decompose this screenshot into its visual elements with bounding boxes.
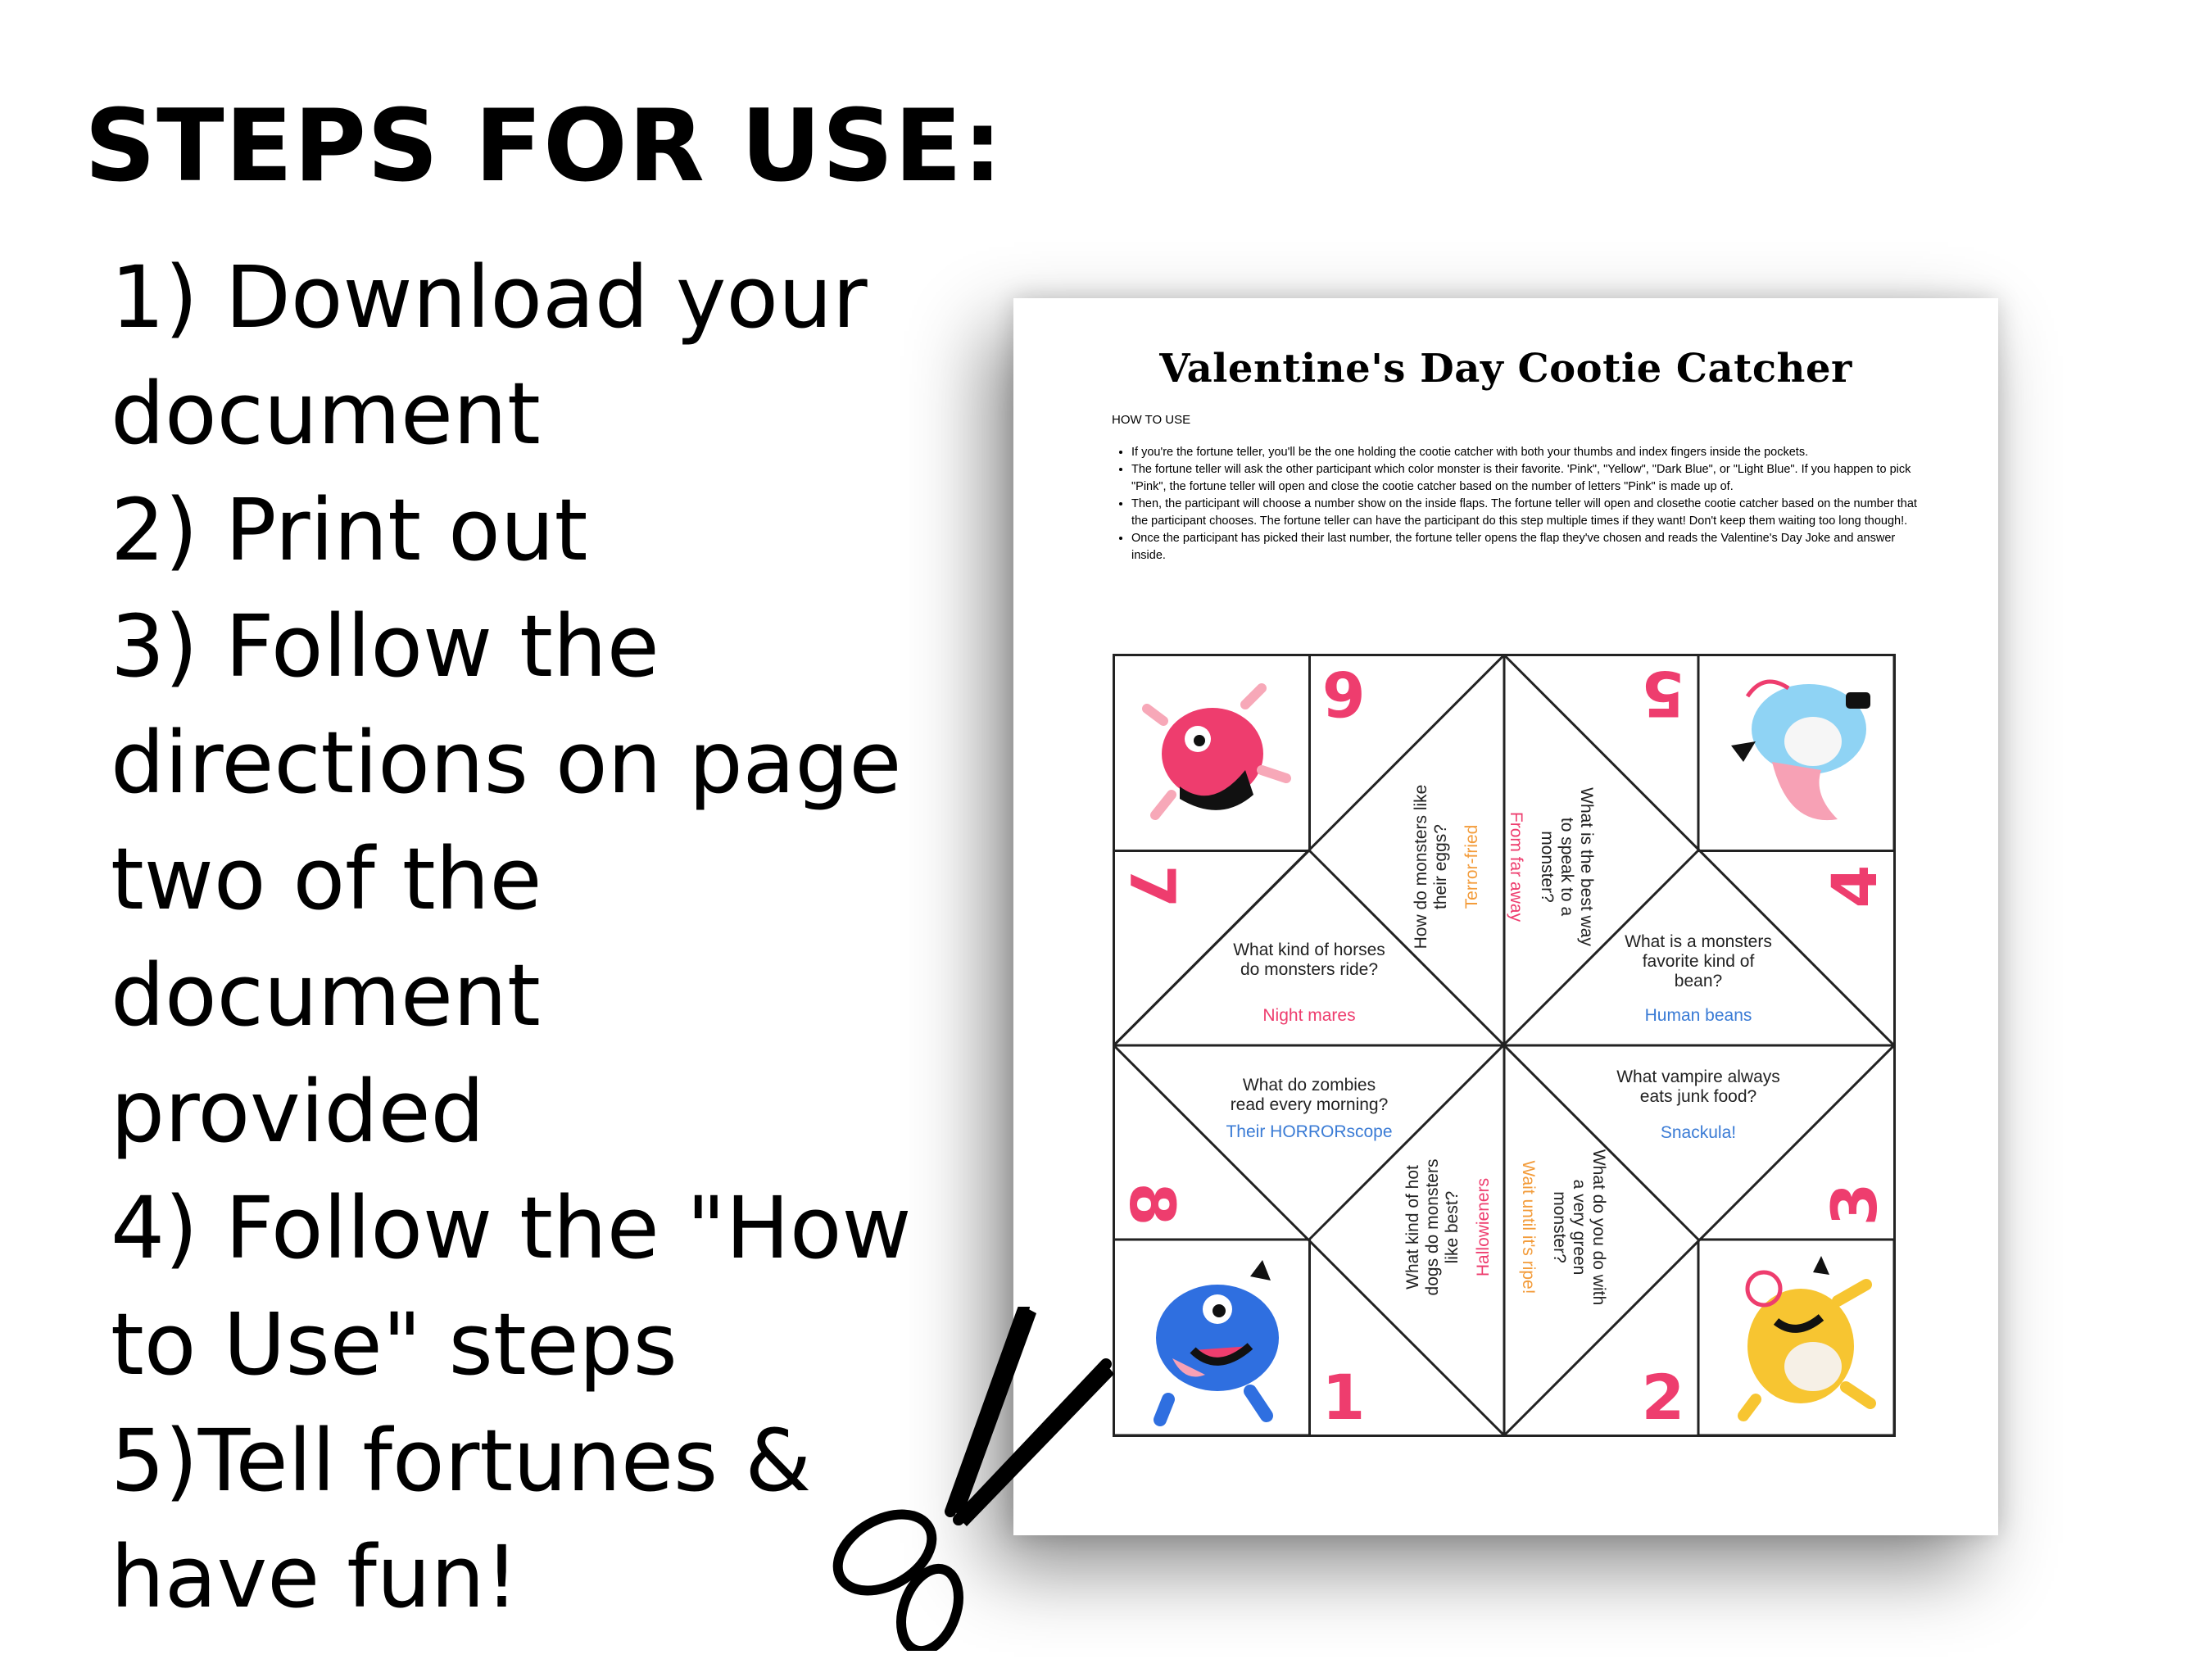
step-item: 2) Print out xyxy=(111,480,588,580)
cootie-catcher xyxy=(1113,654,1896,1437)
pink-monster-icon xyxy=(1131,672,1294,836)
how-to-use-list xyxy=(1112,444,1918,564)
joke-question: How do monsters like their eggs? xyxy=(1412,784,1450,950)
flap-number: 6 xyxy=(1321,657,1366,730)
flap-number: 4 xyxy=(1818,864,1891,909)
flap-number: 5 xyxy=(1641,657,1685,730)
joke-answer: From far away xyxy=(1507,811,1525,922)
step-item: 5)Tell fortunes & have fun! xyxy=(111,1411,812,1627)
light-blue-monster-icon xyxy=(1715,664,1887,840)
rule-item: • If you're the fortune teller, you'll be the one holding the cootie catcher with both your thumbs and index fingers inside the pockets. xyxy=(1131,444,1918,461)
joke-question: What is a monsters favorite kind of bean? xyxy=(1625,932,1772,990)
joke-answer: Wait until it's ripe! xyxy=(1519,1160,1538,1294)
flap-number: 7 xyxy=(1116,864,1189,909)
rule-item: • The fortune teller will ask the other participant which color monster is their favorite. 'Pink", "Yellow", "Dark Blue", or "Light Blue". If you happen to pick "Pink", the fortune teller will open and close the cootie catcher based on the number of letters "Pink" is made up of. xyxy=(1131,461,1918,496)
document-title: Valentine's Day Cootie Catcher xyxy=(1159,346,1852,392)
joke-answer: Snackula! xyxy=(1660,1123,1737,1142)
joke-answer: Terror-fried xyxy=(1462,824,1481,909)
flap-number: 1 xyxy=(1321,1361,1366,1434)
joke-answer: Night mares xyxy=(1262,1006,1356,1025)
joke-question: What do zombies read every morning? xyxy=(1230,1076,1389,1114)
step-item: 4) Follow the "How to Use" steps xyxy=(111,1178,912,1394)
yellow-monster-icon xyxy=(1715,1252,1887,1424)
step-item: 3) Follow the directions on page two of the document provided xyxy=(111,596,902,1162)
steps-list xyxy=(111,239,930,1635)
steps-title: STEPS FOR USE: xyxy=(84,88,1004,204)
joke-question: What is the best way to speak to a monster? xyxy=(1538,787,1596,946)
flap-number: 3 xyxy=(1818,1182,1891,1226)
rule-item: • Once the participant has picked their last number, the fortune teller opens the flap they've chosen and reads the Valentine's Day Joke and answer inside. xyxy=(1131,530,1918,564)
step-item: 1) Download your document xyxy=(111,247,868,464)
document-preview xyxy=(1013,298,1998,1535)
flap-number: 8 xyxy=(1116,1182,1189,1226)
joke-answer: Hallowieners xyxy=(1474,1177,1493,1277)
joke-answer: Their HORRORscope xyxy=(1226,1122,1393,1141)
joke-question: What vampire always eats junk food? xyxy=(1616,1067,1780,1106)
dark-blue-monster-icon xyxy=(1127,1252,1303,1428)
joke-answer: Human beans xyxy=(1644,1006,1752,1025)
joke-question: What kind of horses do monsters ride? xyxy=(1233,941,1385,979)
how-to-use-heading: HOW TO USE xyxy=(1112,413,1191,427)
flap-number: 2 xyxy=(1641,1361,1685,1434)
joke-question: What do you do with a very green monster? xyxy=(1550,1149,1608,1306)
joke-question: What kind of hot dogs do monsters like best? xyxy=(1403,1158,1462,1296)
rule-item: • Then, the participant will choose a number show on the inside flaps. The fortune teller will open and closethe cootie catcher based on the number that the participant chooses. The fortune teller can have the participant do this step multiple times if they want! Don't keep them waiting too long though!. xyxy=(1131,496,1918,530)
scissors-icon xyxy=(827,1307,1139,1651)
